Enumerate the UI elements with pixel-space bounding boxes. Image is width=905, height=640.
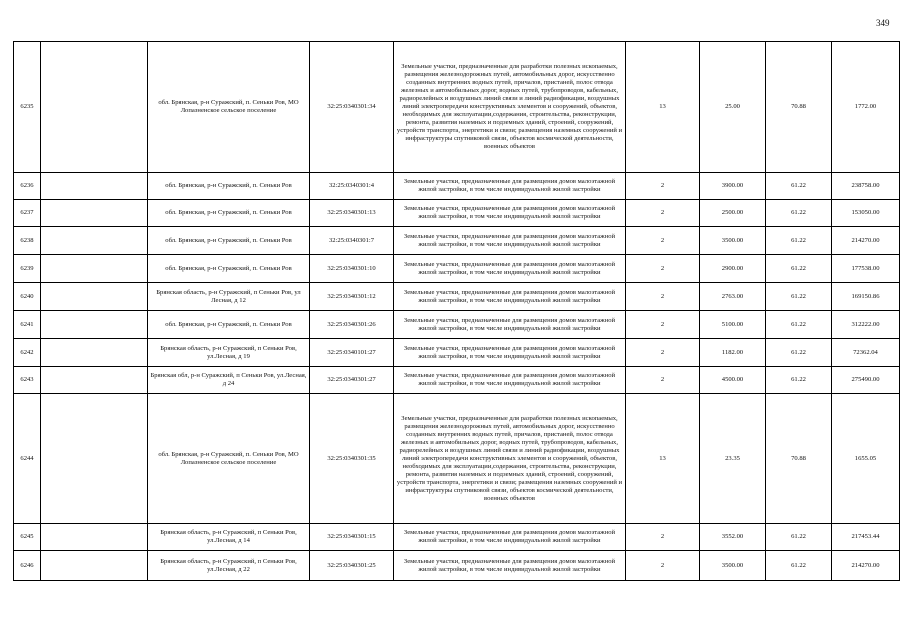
land-purpose-cell: Земельные участки, предназначенные для размещения домов малоэтажной жилой застройки, в том числе индивидуальной жилой застройки: [394, 200, 626, 227]
cadastral-number-cell: 32:25:0340301:7: [310, 227, 394, 255]
rate-cell: 61.22: [766, 551, 832, 581]
row-number: 6239: [14, 255, 41, 283]
row-number: 6240: [14, 283, 41, 311]
rate-cell: 61.22: [766, 311, 832, 339]
rate-cell: 70.88: [766, 42, 832, 173]
land-purpose-cell: Земельные участки, предназначенные для размещения домов малоэтажной жилой застройки, в том числе индивидуальной жилой застройки: [394, 283, 626, 311]
table-row: [14, 394, 900, 524]
address-cell: Брянская область, р-н Суражский, п Сеньки Ров, ул.Лесная, д 22: [148, 551, 310, 581]
table-row: [14, 173, 900, 200]
area-cell: 25.00: [700, 42, 766, 173]
land-purpose-cell: Земельные участки, предназначенные для разработки полезных ископаемых, размещения железнодорожных путей, автомобильных дорог, искусственно созданных внутренних водных путей, причалов, пристаней, полос отвода железных и автомобильных дорог, водных путей, трубопроводов, кабельных, радиорелейных и воздушных линий связи и линий радиофикации, воздушных линий электропередачи конструктивных элементов и сооружений, объектов, необходимых для эксплуатации,содержания, строительства, реконструкции, ремонта, развития наземных и подземных зданий, строений, сооружений, устройств транспорта, энергетики и связи; размещения наземных сооружений и инфраструктуры спутниковой связи, объектов космической деятельности, военных объектов: [394, 394, 626, 524]
cadastral-number-cell: 32:25:0340301:35: [310, 394, 394, 524]
area-cell: 3552.00: [700, 524, 766, 551]
rate-cell: 61.22: [766, 255, 832, 283]
rate-cell: 61.22: [766, 283, 832, 311]
cadastral-value-cell: 1772.00: [832, 42, 900, 173]
address-cell: Брянская обл, р-н Суражский, п Сеньки Ров, ул.Лесная, д 24: [148, 367, 310, 394]
row-number: 6246: [14, 551, 41, 581]
rate-cell: 61.22: [766, 367, 832, 394]
land-purpose-cell: Земельные участки, предназначенные для размещения домов малоэтажной жилой застройки, в том числе индивидуальной жилой застройки: [394, 311, 626, 339]
row-number: 6235: [14, 42, 41, 173]
cadastral-number-cell: 32:25:0340301:25: [310, 551, 394, 581]
cadastral-value-cell: 214270.00: [832, 227, 900, 255]
area-cell: 2500.00: [700, 200, 766, 227]
blank-cell: [41, 42, 148, 173]
cadastral-number-cell: 32:25:0340301:4: [310, 173, 394, 200]
rate-cell: 61.22: [766, 339, 832, 367]
cadastral-number-cell: 32:25:0340301:34: [310, 42, 394, 173]
area-cell: 23.35: [700, 394, 766, 524]
address-cell: обл. Брянская, р-н Суражский, п. Сеньки Ров: [148, 311, 310, 339]
row-number: 6242: [14, 339, 41, 367]
area-cell: 4500.00: [700, 367, 766, 394]
address-cell: обл. Брянская, р-н Суражский, п. Сеньки Ров, МО Лопазненское сельское поселение: [148, 42, 310, 173]
address-cell: обл. Брянская, р-н Суражский, п. Сеньки Ров: [148, 200, 310, 227]
cadastral-value-cell: 153050.00: [832, 200, 900, 227]
land-purpose-cell: Земельные участки, предназначенные для размещения домов малоэтажной жилой застройки, в том числе индивидуальной жилой застройки: [394, 255, 626, 283]
purpose-code-cell: 2: [626, 524, 700, 551]
address-cell: обл. Брянская, р-н Суражский, п. Сеньки Ров: [148, 227, 310, 255]
address-cell: Брянская область, р-н Суражский, п Сеньки Ров, ул Лесная, д 12: [148, 283, 310, 311]
land-registry-table: [13, 41, 900, 581]
rate-cell: 61.22: [766, 524, 832, 551]
row-number: 6236: [14, 173, 41, 200]
purpose-code-cell: 13: [626, 394, 700, 524]
cadastral-number-cell: 32:25:0340301:12: [310, 283, 394, 311]
table-body: [14, 42, 900, 581]
blank-cell: [41, 524, 148, 551]
area-cell: 1182.00: [700, 339, 766, 367]
cadastral-number-cell: 32:25:0340101:27: [310, 339, 394, 367]
area-cell: 3500.00: [700, 551, 766, 581]
cadastral-value-cell: 72362.04: [832, 339, 900, 367]
table-row: [14, 524, 900, 551]
cadastral-value-cell: 169150.86: [832, 283, 900, 311]
land-purpose-cell: Земельные участки, предназначенные для размещения домов малоэтажной жилой застройки, в том числе индивидуальной жилой застройки: [394, 367, 626, 394]
table-row: [14, 339, 900, 367]
purpose-code-cell: 2: [626, 367, 700, 394]
rate-cell: 61.22: [766, 227, 832, 255]
purpose-code-cell: 2: [626, 551, 700, 581]
table-row: [14, 311, 900, 339]
area-cell: 3500.00: [700, 227, 766, 255]
row-number: 6244: [14, 394, 41, 524]
table-row: [14, 283, 900, 311]
area-cell: 2763.00: [700, 283, 766, 311]
cadastral-value-cell: 312222.00: [832, 311, 900, 339]
page-number: 349: [876, 18, 890, 28]
purpose-code-cell: 2: [626, 173, 700, 200]
area-cell: 5100.00: [700, 311, 766, 339]
rate-cell: 70.88: [766, 394, 832, 524]
address-cell: обл. Брянская, р-н Суражский, п. Сеньки Ров: [148, 255, 310, 283]
area-cell: 3900.00: [700, 173, 766, 200]
row-number: 6237: [14, 200, 41, 227]
blank-cell: [41, 227, 148, 255]
blank-cell: [41, 200, 148, 227]
cadastral-value-cell: 217453.44: [832, 524, 900, 551]
land-purpose-cell: Земельные участки, предназначенные для размещения домов малоэтажной жилой застройки, в том числе индивидуальной жилой застройки: [394, 339, 626, 367]
purpose-code-cell: 2: [626, 200, 700, 227]
land-purpose-cell: Земельные участки, предназначенные для размещения домов малоэтажной жилой застройки, в том числе индивидуальной жилой застройки: [394, 173, 626, 200]
row-number: 6241: [14, 311, 41, 339]
table-row: [14, 227, 900, 255]
purpose-code-cell: 2: [626, 311, 700, 339]
blank-cell: [41, 339, 148, 367]
land-purpose-cell: Земельные участки, предназначенные для размещения домов малоэтажной жилой застройки, в том числе индивидуальной жилой застройки: [394, 524, 626, 551]
rate-cell: 61.22: [766, 173, 832, 200]
cadastral-number-cell: 32:25:0340301:15: [310, 524, 394, 551]
blank-cell: [41, 311, 148, 339]
cadastral-value-cell: 1655.05: [832, 394, 900, 524]
purpose-code-cell: 13: [626, 42, 700, 173]
blank-cell: [41, 283, 148, 311]
table-row: [14, 42, 900, 173]
purpose-code-cell: 2: [626, 339, 700, 367]
purpose-code-cell: 2: [626, 227, 700, 255]
address-cell: Брянская область, р-н Суражский, п Сеньки Ров, ул.Лесная, д 14: [148, 524, 310, 551]
blank-cell: [41, 551, 148, 581]
table-row: [14, 255, 900, 283]
blank-cell: [41, 394, 148, 524]
cadastral-number-cell: 32:25:0340301:13: [310, 200, 394, 227]
blank-cell: [41, 367, 148, 394]
table-row: [14, 551, 900, 581]
table-row: [14, 367, 900, 394]
blank-cell: [41, 255, 148, 283]
blank-cell: [41, 173, 148, 200]
row-number: 6238: [14, 227, 41, 255]
rate-cell: 61.22: [766, 200, 832, 227]
land-purpose-cell: Земельные участки, предназначенные для размещения домов малоэтажной жилой застройки, в том числе индивидуальной жилой застройки: [394, 551, 626, 581]
cadastral-value-cell: 275490.00: [832, 367, 900, 394]
address-cell: обл. Брянская, р-н Суражский, п. Сеньки Ров, МО Лопазненское сельское поселение: [148, 394, 310, 524]
table-row: [14, 200, 900, 227]
cadastral-value-cell: 214270.00: [832, 551, 900, 581]
cadastral-value-cell: 177538.00: [832, 255, 900, 283]
cadastral-number-cell: 32:25:0340301:10: [310, 255, 394, 283]
row-number: 6245: [14, 524, 41, 551]
address-cell: обл. Брянская, р-н Суражский, п. Сеньки Ров: [148, 173, 310, 200]
address-cell: Брянская область, р-н Суражский, п Сеньки Ров, ул.Лесная, д 19: [148, 339, 310, 367]
purpose-code-cell: 2: [626, 283, 700, 311]
cadastral-number-cell: 32:25:0340301:27: [310, 367, 394, 394]
area-cell: 2900.00: [700, 255, 766, 283]
row-number: 6243: [14, 367, 41, 394]
cadastral-value-cell: 238758.00: [832, 173, 900, 200]
land-purpose-cell: Земельные участки, предназначенные для разработки полезных ископаемых, размещения железнодорожных путей, автомобильных дорог, искусственно созданных внутренних водных путей, причалов, пристаней, полос отвода железных и автомобильных дорог, водных путей, трубопроводов, кабельных, радиорелейных и воздушных линий связи и линий радиофикации, воздушных линий электропередачи конструктивных элементов и сооружений, объектов, необходимых для эксплуатации,содержания, строительства, реконструкции, ремонта, развития наземных и подземных зданий, строений, сооружений, устройств транспорта, энергетики и связи; размещения наземных сооружений и инфраструктуры спутниковой связи, объектов космической деятельности, военных объектов: [394, 42, 626, 173]
land-purpose-cell: Земельные участки, предназначенные для размещения домов малоэтажной жилой застройки, в том числе индивидуальной жилой застройки: [394, 227, 626, 255]
cadastral-number-cell: 32:25:0340301:26: [310, 311, 394, 339]
purpose-code-cell: 2: [626, 255, 700, 283]
